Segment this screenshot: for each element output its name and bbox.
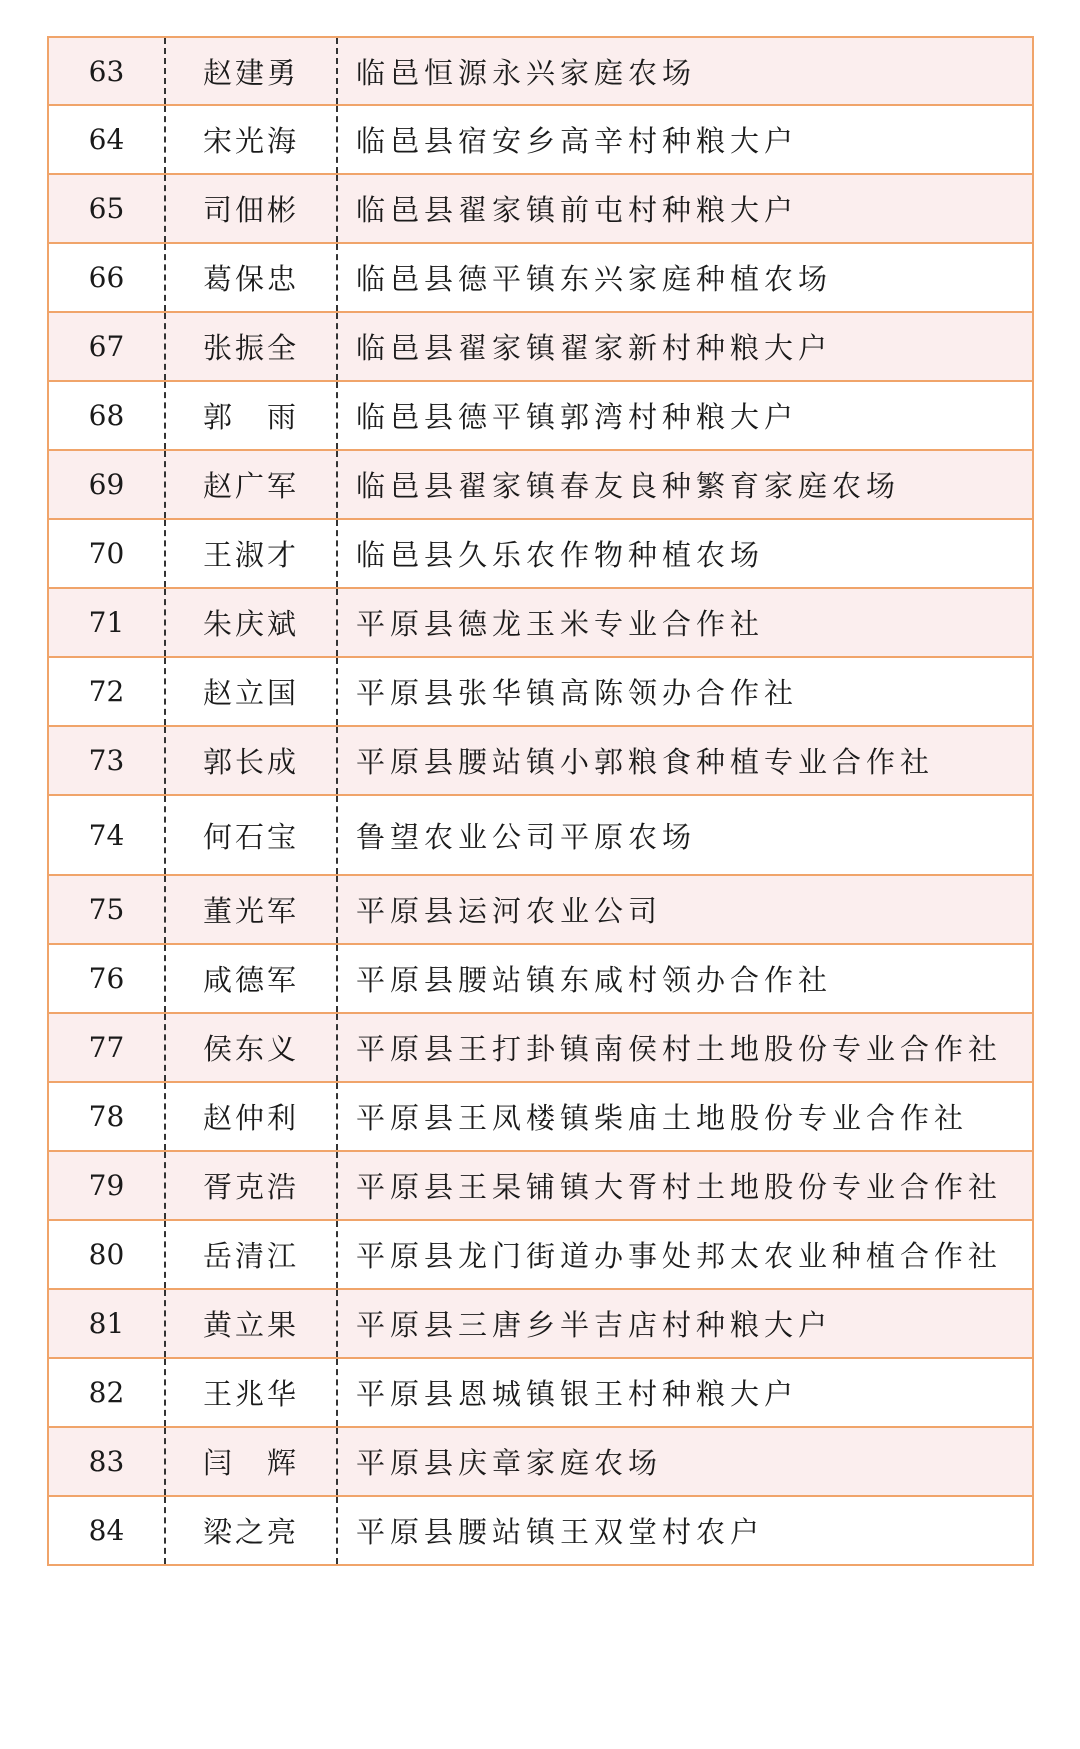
table-row <box>49 796 1032 876</box>
table-row <box>49 658 1032 727</box>
row-number: 66 <box>49 244 166 311</box>
person-name: 宋光海 <box>166 106 338 173</box>
table-row <box>49 727 1032 796</box>
table-row <box>49 1359 1032 1428</box>
organization-name: 平原县庆章家庭农场 <box>356 1446 663 1480</box>
person-name: 侯东义 <box>166 1014 338 1081</box>
organization-name: 平原县张华镇高陈领办合作社 <box>356 676 799 710</box>
row-number: 69 <box>49 451 166 518</box>
row-number: 79 <box>49 1152 166 1219</box>
row-number: 81 <box>49 1290 166 1357</box>
organization-name: 临邑县翟家镇翟家新村种粮大户 <box>356 331 833 365</box>
table-row <box>49 1152 1032 1221</box>
row-number: 63 <box>49 38 166 104</box>
table-row <box>49 520 1032 589</box>
organization-name: 鲁望农业公司平原农场 <box>356 819 697 854</box>
organization-name: 平原县德龙玉米专业合作社 <box>356 607 765 641</box>
person-name: 岳清江 <box>166 1221 338 1288</box>
organization-name: 临邑县德平镇东兴家庭种植农场 <box>356 262 833 296</box>
row-number: 84 <box>49 1497 166 1564</box>
table-row <box>49 945 1032 1014</box>
table-row <box>49 244 1032 313</box>
table-row <box>49 382 1032 451</box>
organization-name: 临邑县翟家镇前屯村种粮大户 <box>356 193 799 227</box>
organization-name: 平原县王凤楼镇柴庙土地股份专业合作社 <box>356 1101 969 1135</box>
table-row <box>49 175 1032 244</box>
table-row <box>49 451 1032 520</box>
person-name: 葛保忠 <box>166 244 338 311</box>
person-name: 闫 辉 <box>166 1428 338 1495</box>
list-table <box>47 36 1034 1566</box>
table-row <box>49 1014 1032 1083</box>
row-number: 64 <box>49 106 166 173</box>
organization-name: 临邑县翟家镇春友良种繁育家庭农场 <box>356 469 901 503</box>
organization-name: 平原县三唐乡半吉店村种粮大户 <box>356 1308 833 1342</box>
row-number: 70 <box>49 520 166 587</box>
person-name: 赵广军 <box>166 451 338 518</box>
person-name: 赵建勇 <box>166 38 338 104</box>
organization-name: 临邑县久乐农作物种植农场 <box>356 538 765 572</box>
row-number: 68 <box>49 382 166 449</box>
row-number: 73 <box>49 727 166 794</box>
person-name: 赵仲利 <box>166 1083 338 1150</box>
table-row <box>49 876 1032 945</box>
person-name: 咸德军 <box>166 945 338 1012</box>
table-row <box>49 313 1032 382</box>
person-name: 胥克浩 <box>166 1152 338 1219</box>
table-body <box>49 38 1032 1566</box>
person-name: 张振全 <box>166 313 338 380</box>
organization-name: 临邑县德平镇郭湾村种粮大户 <box>356 400 799 434</box>
row-number: 71 <box>49 589 166 656</box>
table-row <box>49 1428 1032 1497</box>
organization-name: 平原县王打卦镇南侯村土地股份专业合作社 <box>356 1032 1003 1066</box>
row-number: 83 <box>49 1428 166 1495</box>
person-name: 王淑才 <box>166 520 338 587</box>
organization-name: 平原县腰站镇王双堂村农户 <box>356 1515 765 1549</box>
row-number: 82 <box>49 1359 166 1426</box>
person-name: 朱庆斌 <box>166 589 338 656</box>
organization-name: 临邑恒源永兴家庭农场 <box>356 55 697 90</box>
row-number: 72 <box>49 658 166 725</box>
organization-name: 平原县腰站镇小郭粮食种植专业合作社 <box>356 745 935 779</box>
table-row <box>49 1221 1032 1290</box>
organization-name: 平原县恩城镇银王村种粮大户 <box>356 1377 799 1411</box>
organization-name: 临邑县宿安乡高辛村种粮大户 <box>356 124 799 158</box>
organization-name: 平原县龙门街道办事处邦太农业种植合作社 <box>356 1239 1003 1273</box>
organization-name: 平原县腰站镇东咸村领办合作社 <box>356 963 833 997</box>
table-row <box>49 38 1032 106</box>
table-row <box>49 1083 1032 1152</box>
person-name: 王兆华 <box>166 1359 338 1426</box>
person-name: 赵立国 <box>166 658 338 725</box>
person-name: 黄立果 <box>166 1290 338 1357</box>
person-name: 司佃彬 <box>166 175 338 242</box>
person-name: 梁之亮 <box>166 1497 338 1564</box>
row-number: 75 <box>49 876 166 943</box>
person-name: 何石宝 <box>166 796 338 874</box>
table-row <box>49 106 1032 175</box>
table-row <box>49 589 1032 658</box>
person-name: 董光军 <box>166 876 338 943</box>
row-number: 77 <box>49 1014 166 1081</box>
row-number: 80 <box>49 1221 166 1288</box>
row-number: 76 <box>49 945 166 1012</box>
row-number: 65 <box>49 175 166 242</box>
organization-name: 平原县王杲铺镇大胥村土地股份专业合作社 <box>356 1170 1003 1204</box>
person-name: 郭长成 <box>166 727 338 794</box>
row-number: 74 <box>49 796 166 874</box>
table-row <box>49 1497 1032 1566</box>
table-row <box>49 1290 1032 1359</box>
row-number: 67 <box>49 313 166 380</box>
organization-name: 平原县运河农业公司 <box>356 894 663 928</box>
person-name: 郭 雨 <box>166 382 338 449</box>
row-number: 78 <box>49 1083 166 1150</box>
